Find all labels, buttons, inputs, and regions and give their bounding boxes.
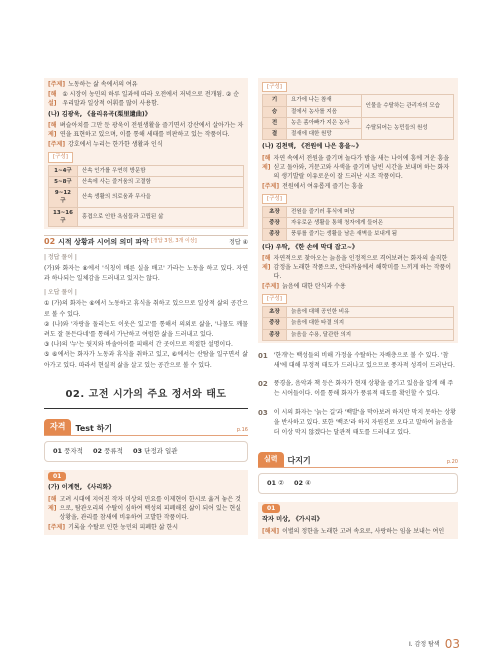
test-tag: 자격 (44, 419, 71, 435)
note-text: 노동하는 삶 속에서의 여유 (68, 81, 138, 88)
wrong-item: ③ (나)의 '누'는 뒷지와 바솔아이를 피해서 간 곳이므로 적절한 설명이다. (44, 341, 233, 349)
table-row (263, 218, 454, 229)
answer-value: 풍자적 (64, 446, 83, 455)
question-header (44, 235, 248, 249)
table-key: 종장 (263, 229, 287, 240)
note-tag: [해제] (262, 254, 271, 271)
table-row (263, 307, 454, 318)
note-tag: [해제] (262, 527, 280, 535)
table-value: 농은 좀아빠가 지은 농사 (287, 117, 362, 128)
question-answer: 정답 ④ (229, 238, 248, 246)
practice-answers (258, 473, 458, 495)
structure-label: [구성] (48, 152, 73, 162)
note-text: 기록을 수탈로 인한 농민의 피폐한 삶 한시 (68, 523, 179, 531)
test-answers (44, 441, 248, 463)
note-text: 전원에서 여유롭게 즐기는 흥을 (282, 182, 364, 190)
explanation-item (258, 408, 458, 439)
poem-title: (가) 이계현, 《사리화》 (48, 484, 115, 492)
wrong-item: ① (가)의 화자는 ⑥에서 노동하고 휴식을 취하고 있으므로 일상적 삶의 공간으로 볼 수 있다. (44, 300, 248, 318)
test-title: Test 하기 (75, 423, 113, 433)
note-tag: [주제] (262, 282, 280, 290)
note-text: 벼슬아치를 그만 둔 광욱이 전원생활을 즐기면서 강산에서 살아가는 자연을 표현하고 있으며, 이를 통해 세태를 비판하고 있는 작품이다. (59, 122, 244, 139)
answer-number: 02 (293, 478, 303, 487)
table-key: 1~4구 (49, 165, 78, 176)
answer-value: 풍류적 (104, 446, 123, 455)
table-value: 늙음을 수용, 달관한 의지 (287, 329, 454, 340)
note-text: 늙음에 대한 탄식과 수용 (282, 282, 346, 290)
note-text: 강호에서 누리는 한가한 생활과 인식 (68, 141, 163, 149)
table-value: 산속에 사는 즐거움의 고결함 (77, 176, 243, 187)
explanation-text: 이 시의 화자는 '늙는 길'과 '백발'을 막아보려 하지만 막지 못하는 상황을 반사하고 있다. 또한 '백조'라 하지 자원진로 오다고 말하여 늙음을 더 이상 막지 않겠다는 달관적 태도를 드러내고 있다. (273, 408, 456, 436)
structure-label: [구성] (262, 82, 287, 92)
answer-number: 03 (132, 446, 142, 455)
table-row (263, 329, 454, 340)
section-title: 02. 고전 시가의 주요 정서와 태도 (44, 381, 248, 409)
question-title: 시적 상황과 시어의 의미 파악 (58, 237, 150, 246)
answer-value: ② (278, 478, 284, 487)
note-text: 자연적으로 찾아오는 늙음을 인정적으로 격어보려는 화자의 솔직한 감정을 노래한 작품으로, 안타까움에서 해학미를 느끼게 하는 작품이다. (273, 254, 452, 280)
structure-table (262, 306, 454, 341)
table-key: 중장 (263, 218, 287, 229)
table-row (49, 188, 244, 208)
question-number: 02 (44, 237, 56, 247)
wrong-item: ② (나)와 '자랑을 돌리는도 이웃은 있고'를 통해서 의외로 삶을, '나물도 깨물려도 잘 돋든다네'를 통해서 가난하고 여럼한 삶을 드러내고 있다. (44, 320, 248, 338)
table-key: 결 (263, 129, 287, 140)
wrong-item: ⑤ ⑥에서는 화자가 노동과 휴식을 취하고 있고, ⑥에서는 산탐을 일구면서 삶아가고 있다. 따라서 현실적 삶을 살고 있는 공간으로 볼 수 있다. (44, 351, 248, 369)
explanation-number: 02 (258, 380, 268, 389)
table-row (49, 207, 244, 227)
table-row (49, 176, 244, 187)
table-value: 풍류를 즐기는 생활을 남은 새벽을 보내게 됨 (287, 229, 454, 240)
left-column (44, 0, 248, 535)
table-side: 수탈되어는 농민들의 원성 (361, 117, 453, 140)
table-key: 전 (263, 117, 287, 128)
structure-table (262, 94, 454, 140)
table-value: 산속 생활의 의로움과 무사을 (77, 188, 243, 208)
answer-item (93, 447, 123, 457)
correct-label: | 정답 풀이 | (44, 254, 77, 262)
note-text: 자연 속에서 전원을 즐기며 놀다가 밤을 새는 나이에 흥에 겨운 흥을 싣고 돌아와, 거문고와 사색을 즐기며 남빈 시간을 보내며 하는 화자의 생기발랄 이유로운이 잘 드러난 시조 작품이다. (273, 154, 450, 180)
item-b01-notes (258, 502, 458, 538)
correct-text: (가)와 화자는 ⑧에서 '식칭이 배른 실을 배고' 가라는 노동을 하고 있다. 자연과 하나되는 일체감을 드러내고 있지는 않다. (44, 265, 248, 283)
footer-section: I. 감정 탐색 (409, 640, 440, 648)
explanation-number: 01 (258, 351, 268, 360)
table-key: 승 (263, 106, 287, 117)
table-key: 9~12구 (49, 188, 78, 208)
practice-tag: 실력 (258, 452, 284, 467)
practice-page: p.20 (446, 459, 458, 466)
page-number: 03 (444, 637, 460, 651)
answer-item (267, 479, 284, 489)
table-value: 요가에 나는 참새 (287, 95, 362, 106)
table-value: 자유로운 생활을 통해 청자에게 들어온 (287, 218, 454, 229)
answer-number: 01 (267, 478, 277, 487)
explanation-item (258, 379, 458, 399)
structure-label: [구성] (262, 294, 287, 304)
table-key: 기 (263, 95, 287, 106)
item-01-notes (44, 470, 248, 534)
note-text: 이별의 정한을 노래한 고려 속요로, 사랑하는 임을 보내는 여인 (282, 527, 445, 535)
right-top-notes (258, 78, 458, 343)
answer-item (53, 447, 83, 457)
note-tag: [주제] (48, 523, 66, 531)
table-row (263, 206, 454, 217)
table-value: 흥겹으로 인한 욕심들과 고립된 삶 (77, 207, 243, 227)
table-key: 초장 (263, 307, 287, 318)
note-tag: [주제] (262, 182, 280, 190)
left-top-notes (44, 78, 248, 229)
table-row (263, 318, 454, 329)
right-column (258, 0, 458, 539)
poem-title: (나) 김광욱, 《율리유곡(栗里遺曲)》 (48, 111, 151, 118)
table-key: 13~16구 (49, 207, 78, 227)
practice-header (258, 452, 458, 468)
note-text: ① 시장이 농민의 하루 일과에 따라 오전에서 저녁으로 전개됨. ② 순우리말과 일상적 어휘를 많이 사용함. (62, 91, 239, 107)
table-row (263, 117, 454, 128)
table-value: 전원을 즐기러 휴식에 떠남 (287, 206, 454, 217)
test-header (44, 419, 248, 436)
table-key: 초장 (263, 206, 287, 217)
explanation-text: 풍경을, 음악과 책 등은 화자가 현재 상황을 즐기고 있음을 알게 해 주는 시어들이다. 이를 통해 화자가 풍류적 태도를 확인할 수 있다. (273, 380, 454, 398)
table-key: 5~8구 (49, 176, 78, 187)
practice-title: 다지기 (287, 455, 311, 465)
explanation-text: '한개'는 백성들의 비해 가정을 수탈하는 자배층으로 볼 수 있다. '참새'에 대해 부정적 태도가 드러나고 있으므로 풍자적 성격이 드러난다. (273, 351, 455, 370)
table-key: 중장 (263, 318, 287, 329)
note-text: 고려 시대에 지어진 작자 미상의 민요를 이제현이 한시로 옮겨 놓은 것으로, 탐관오리의 수탈이 심하여 백성의 피폐해진 삶이 되어 있는 현실 상황을, 관리를 참새에 비유하여 고발한 작품이다. (59, 495, 241, 521)
note-tag: [해제] (262, 154, 271, 171)
table-key: 종장 (263, 329, 287, 340)
question-points: [정답 3점, 3개 이상] (151, 238, 197, 245)
table-side: 인물을 수탈하는 관리자의 모습 (361, 95, 453, 118)
table-value: 늙음에 대한 타결 의지 (287, 318, 454, 329)
table-value: 절에서 농사를 지음 (287, 106, 362, 117)
poem-title: (나) 김천택, 《전원에 나은 흥을~》 (262, 143, 362, 151)
item-badge: 01 (262, 504, 280, 513)
answer-number: 02 (92, 446, 103, 455)
item-badge: 01 (48, 472, 66, 481)
structure-table (48, 165, 244, 228)
table-value: 절새에 대한 원망 (287, 129, 362, 140)
poem-title: 작자 미상, 《가시리》 (262, 516, 323, 524)
note-tag: [주제] (48, 141, 66, 149)
note-tag: [주제] (48, 81, 66, 88)
answer-value: ④ (305, 478, 311, 487)
table-value: 산속 인가를 우연히 방문함 (77, 165, 243, 176)
answer-number: 01 (53, 446, 63, 455)
poem-title: (다) 우탁, 《한 손에 막대 잡고~》 (262, 243, 359, 251)
note-tag: [해설] (48, 91, 57, 107)
explanation-number: 03 (258, 408, 268, 417)
answer-item (294, 479, 311, 489)
table-row (49, 165, 244, 176)
structure-label: [구성] (262, 194, 287, 204)
structure-table (262, 206, 454, 241)
table-row (263, 229, 454, 240)
note-tag: [해제] (48, 122, 57, 139)
table-value: 늙음에 대해 공인한 비유 (287, 307, 454, 318)
table-row (263, 95, 454, 106)
explanation-item (258, 351, 458, 371)
note-tag: [해제] (48, 495, 57, 512)
wrong-label: | 오답 풀이 | (44, 289, 77, 297)
answer-value: 단정과 일관 (144, 446, 178, 455)
test-page: p.16 (236, 427, 248, 434)
answer-item (133, 447, 178, 457)
page-footer (409, 635, 460, 653)
